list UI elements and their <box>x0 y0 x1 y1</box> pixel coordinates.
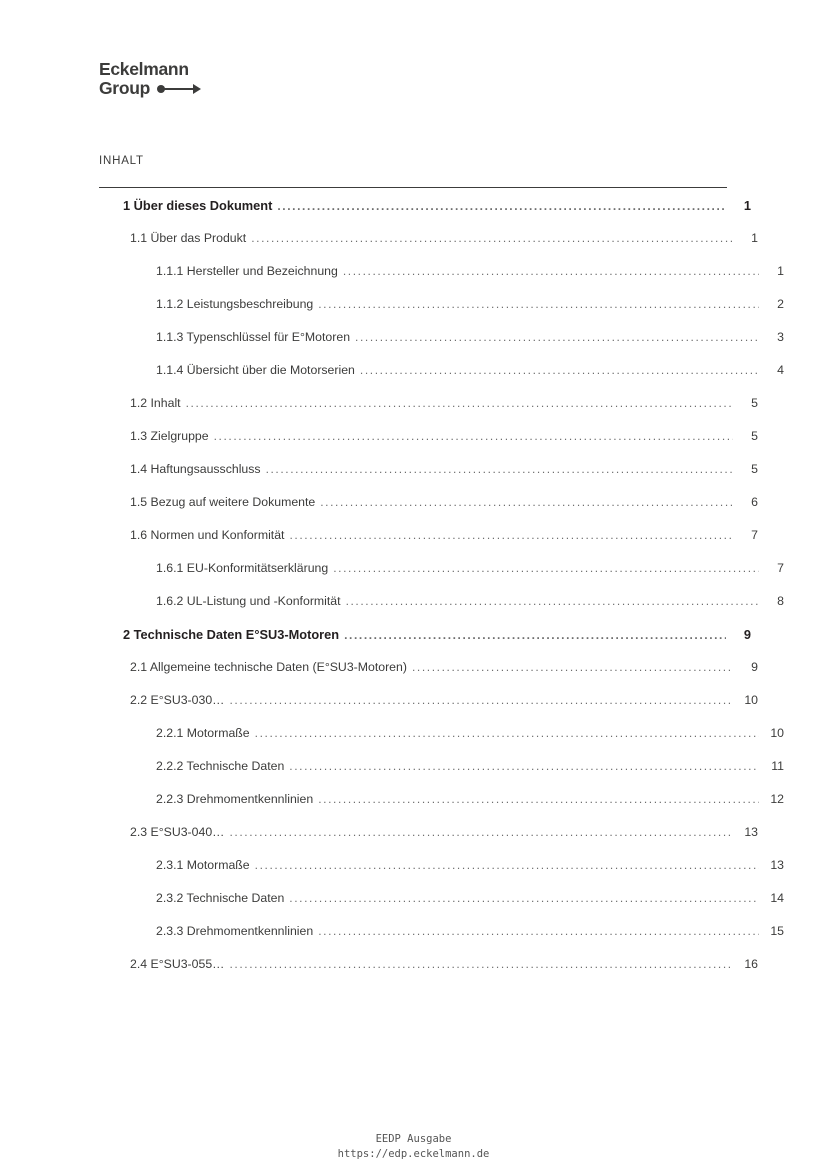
toc-leader-dots <box>318 924 759 936</box>
toc-leader-dots <box>333 561 759 573</box>
toc-entry[interactable] <box>130 957 758 990</box>
page-footer <box>0 1132 827 1162</box>
toc-entry[interactable] <box>156 726 784 759</box>
toc-leader-dots <box>277 199 726 211</box>
toc-entry-label: 1.1 Über das Produkt <box>130 231 247 245</box>
toc-entry-label: 2.2 E°SU3-030… <box>130 693 225 707</box>
toc-entry[interactable] <box>130 231 758 264</box>
toc-entry[interactable] <box>123 198 751 231</box>
toc-entry-label: 2 Technische Daten E°SU3-Motoren <box>123 627 340 642</box>
toc-entry-label: 1.6.2 UL-Listung und -Konformität <box>156 594 341 608</box>
page-title: INHALT <box>99 155 144 167</box>
toc-entry-label: 1.4 Haftungsausschluss <box>130 462 261 476</box>
toc-entry-label: 1.1.2 Leistungsbeschreibung <box>156 297 314 311</box>
toc-entry-page-number: 5 <box>751 429 758 443</box>
toc-entry-page-number: 3 <box>777 330 784 344</box>
toc-entry-page-number: 1 <box>777 264 784 278</box>
table-of-contents <box>99 198 784 990</box>
toc-entry[interactable] <box>156 561 784 594</box>
toc-entry-page-number: 12 <box>770 792 784 806</box>
toc-entry[interactable] <box>156 594 784 627</box>
toc-entry-page-number: 15 <box>770 924 784 938</box>
toc-entry-label: 2.2.3 Drehmomentkennlinien <box>156 792 314 806</box>
toc-entry-label: 2.1 Allgemeine technische Daten (E°SU3-Motoren) <box>130 660 407 674</box>
toc-entry-label: 1.1.4 Übersicht über die Motorserien <box>156 363 355 377</box>
toc-entry[interactable] <box>130 825 758 858</box>
toc-leader-dots <box>343 264 759 276</box>
toc-entry[interactable] <box>130 693 758 726</box>
toc-entry-page-number: 5 <box>751 462 758 476</box>
toc-entry-page-number: 6 <box>751 495 758 509</box>
toc-entry[interactable] <box>130 528 758 561</box>
toc-entry[interactable] <box>156 759 784 792</box>
toc-entry[interactable] <box>156 924 784 957</box>
toc-entry-page-number: 13 <box>744 825 758 839</box>
toc-entry[interactable] <box>156 363 784 396</box>
toc-leader-dots <box>346 594 759 606</box>
toc-leader-dots <box>318 792 759 804</box>
toc-entry-page-number: 8 <box>777 594 784 608</box>
toc-entry-page-number: 13 <box>770 858 784 872</box>
toc-entry-page-number: 7 <box>751 528 758 542</box>
toc-entry[interactable] <box>156 264 784 297</box>
toc-entry[interactable] <box>156 330 784 363</box>
toc-leader-dots <box>360 363 759 375</box>
toc-entry-page-number: 14 <box>770 891 784 905</box>
toc-leader-dots <box>344 628 726 640</box>
toc-entry-page-number: 10 <box>744 693 758 707</box>
toc-entry[interactable] <box>130 462 758 495</box>
toc-leader-dots <box>355 330 759 342</box>
toc-entry-label: 1.1.1 Hersteller und Bezeichnung <box>156 264 338 278</box>
toc-leader-dots <box>186 396 733 408</box>
toc-leader-dots <box>255 726 759 738</box>
toc-entry-label: 1 Über dieses Dokument <box>123 198 273 213</box>
footer-line-2: https://edp.eckelmann.de <box>337 1148 490 1160</box>
arrow-right-icon <box>157 83 201 95</box>
toc-entry[interactable] <box>123 627 751 660</box>
toc-entry-label: 2.2.1 Motormaße <box>156 726 250 740</box>
toc-entry-label: 2.3.3 Drehmomentkennlinien <box>156 924 314 938</box>
toc-leader-dots <box>289 891 759 903</box>
toc-entry-page-number: 2 <box>777 297 784 311</box>
toc-entry-page-number: 9 <box>743 627 751 642</box>
toc-leader-dots <box>320 495 733 507</box>
toc-entry-label: 2.3.2 Technische Daten <box>156 891 285 905</box>
toc-entry-page-number: 5 <box>751 396 758 410</box>
toc-entry-label: 1.1.3 Typenschlüssel für E°Motoren <box>156 330 351 344</box>
toc-leader-dots <box>318 297 759 309</box>
toc-entry-label: 1.6.1 EU-Konformitätserklärung <box>156 561 329 575</box>
toc-entry-page-number: 16 <box>744 957 758 971</box>
title-divider <box>99 187 727 188</box>
toc-entry[interactable] <box>156 792 784 825</box>
toc-entry-label: 1.2 Inhalt <box>130 396 181 410</box>
toc-entry-label: 2.3.1 Motormaße <box>156 858 250 872</box>
toc-entry-page-number: 4 <box>777 363 784 377</box>
toc-entry-label: 2.3 E°SU3-040… <box>130 825 225 839</box>
toc-entry[interactable] <box>130 660 758 693</box>
toc-entry[interactable] <box>156 858 784 891</box>
toc-leader-dots <box>255 858 759 870</box>
toc-entry-page-number: 11 <box>771 759 784 773</box>
toc-entry-page-number: 7 <box>777 561 784 575</box>
eckelmann-group-logo <box>99 60 299 98</box>
toc-entry-page-number: 9 <box>751 660 758 674</box>
toc-entry-label: 2.4 E°SU3-055… <box>130 957 225 971</box>
toc-leader-dots <box>412 660 733 672</box>
logo-text-eckelmann: Eckelmann <box>99 59 189 79</box>
footer-line-1: EEDP Ausgabe <box>375 1133 452 1145</box>
toc-entry[interactable] <box>130 495 758 528</box>
toc-entry-label: 1.3 Zielgruppe <box>130 429 209 443</box>
toc-leader-dots <box>289 528 733 540</box>
toc-leader-dots <box>251 231 733 243</box>
toc-entry-label: 2.2.2 Technische Daten <box>156 759 285 773</box>
toc-entry-page-number: 10 <box>770 726 784 740</box>
toc-leader-dots <box>229 693 733 705</box>
toc-entry[interactable] <box>156 891 784 924</box>
toc-leader-dots <box>229 957 733 969</box>
toc-entry[interactable] <box>156 297 784 330</box>
toc-leader-dots <box>289 759 759 771</box>
toc-leader-dots <box>214 429 733 441</box>
logo-text-group: Group <box>99 78 150 98</box>
toc-leader-dots <box>266 462 733 474</box>
toc-leader-dots <box>229 825 733 837</box>
toc-entry-label: 1.5 Bezug auf weitere Dokumente <box>130 495 316 509</box>
toc-entry[interactable] <box>130 429 758 462</box>
toc-entry-page-number: 1 <box>743 198 751 213</box>
toc-entry-label: 1.6 Normen und Konformität <box>130 528 285 542</box>
toc-entry-page-number: 1 <box>751 231 758 245</box>
toc-entry[interactable] <box>130 396 758 429</box>
